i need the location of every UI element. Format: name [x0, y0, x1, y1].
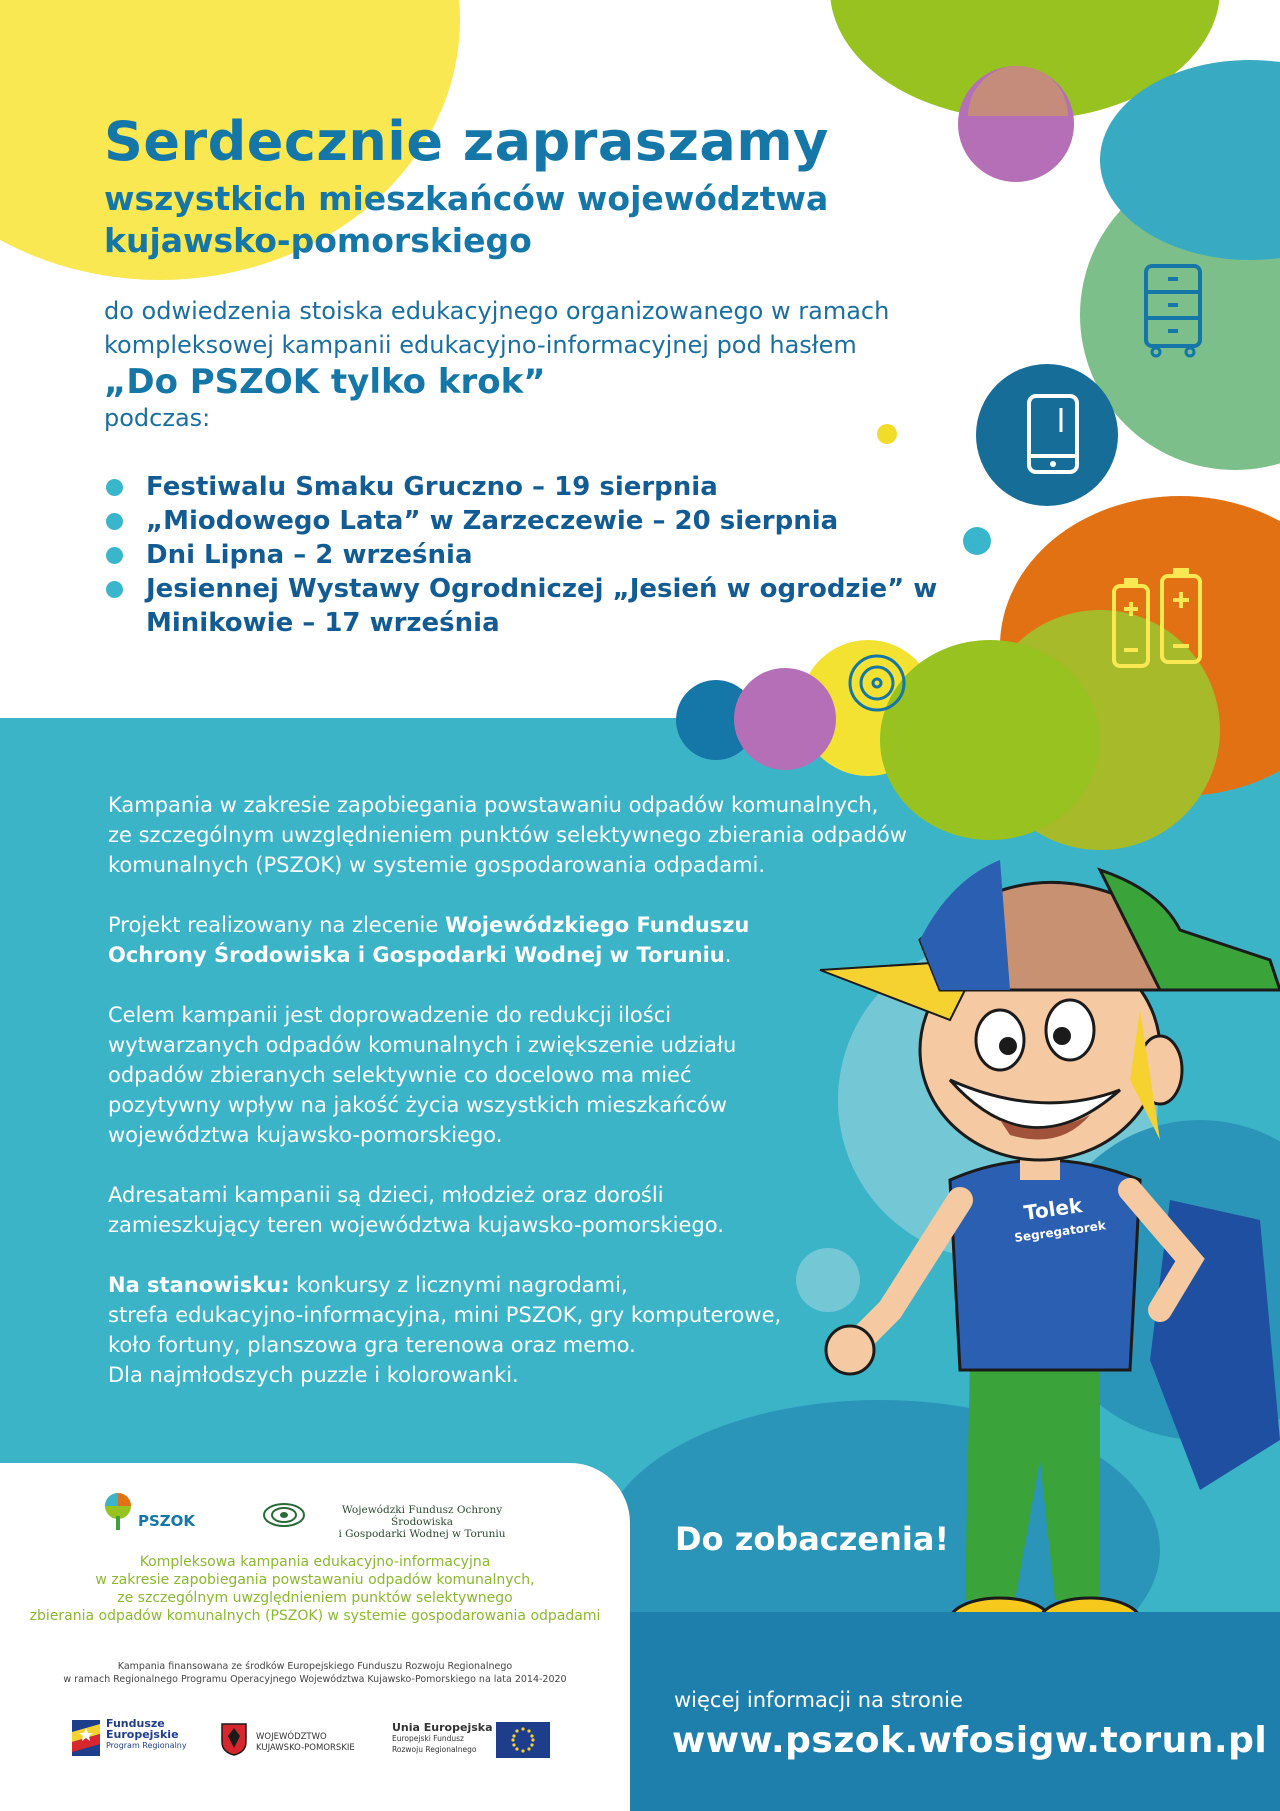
- page-title: Serdecznie zapraszamy: [104, 110, 829, 173]
- more-info-label: więcej informacji na stronie: [674, 1688, 963, 1712]
- farewell-heading: Do zobaczenia!: [675, 1520, 950, 1558]
- wfos-leaf-icon: [262, 1502, 306, 1528]
- wfos-line-2: i Gospodarki Wodnej w Toruniu: [338, 1528, 506, 1540]
- subtitle-line-2: kujawsko-pomorskiego: [104, 221, 532, 260]
- subtitle: [104, 178, 828, 262]
- small-yellow-dot: [877, 424, 897, 444]
- pszok-logo: [104, 1492, 204, 1532]
- bullet-icon: [106, 581, 123, 598]
- intro-line-2: kompleksowej kampanii edukacyjno-informacyjnej pod hasłem: [104, 331, 857, 359]
- phone-icon: [1025, 392, 1081, 478]
- wfos-line-1: Wojewódzki Fundusz Ochrony Środowiska: [341, 1504, 503, 1528]
- campaign-summary: Kompleksowa kampania edukacyjno-informacyjna w zakresie zapobiegania powstawaniu odpadów komunalnych, ze szczególnym uwzględnieniem punktów selektywnego zbierania odpadów komunalnych (PSZOK) w systemie gospodarowania odpadami: [29, 1554, 601, 1624]
- shirt-text-2: Segregatorek: [1013, 1218, 1107, 1245]
- intro-line-1: do odwiedzenia stoiska edukacyjnego organizowanego w ramach: [104, 297, 890, 325]
- events-list: [104, 470, 964, 640]
- paragraph-goal: Celem kampanii jest doprowadzenie do redukcji ilości wytwarzanych odpadów komunalnych i zwiększenie udziału odpadów zbieranych selektywnie co docelowo ma mieć pozytywny wpływ na jakość życia wszystkich mieszkańców województwa kujawsko-pomorskiego.: [108, 1003, 737, 1147]
- list-item: Festiwalu Smaku Gruczno – 19 sierpnia: [104, 470, 964, 504]
- list-item: Jesiennej Wystawy Ogrodniczej „Jesień w ogrodzie” w Minikowie – 17 września: [104, 572, 946, 640]
- intro-text: [104, 294, 964, 362]
- eu-flag-icon: [496, 1722, 550, 1758]
- paragraph-project: Projekt realizowany na zlecenie Wojewódzkiego Funduszu Ochrony Środowiska i Gospodarki Wodnej w Toruniu.: [108, 913, 750, 967]
- during-label: podczas:: [104, 404, 211, 432]
- subtitle-line-1: wszystkich mieszkańców województwa: [104, 179, 829, 218]
- mascot-illustration: [800, 840, 1280, 1690]
- paragraph-campaign: Kampania w zakresie zapobiegania powstawaniu odpadów komunalnych, ze szczególnym uwzględnieniem punktów selektywnego zbierania odpadów komunalnych (PSZOK) w systemie gospodarowania odpadami.: [108, 793, 907, 877]
- bullet-icon: [106, 547, 123, 564]
- wojewodztwo-logo: WOJEWÓDZTWO KUJAWSKO-POMORSKIE: [220, 1722, 370, 1762]
- list-item: „Miodowego Lata” w Zarzeczewie – 20 sierpnia: [104, 504, 964, 538]
- campaign-slogan: „Do PSZOK tylko krok”: [104, 362, 546, 402]
- battery-icon: [1110, 564, 1210, 670]
- funding-note: Kampania finansowana ze środków Europejskiego Funduszu Rozwoju Regionalnego w ramach Regionalnego Programu Operacyjnego Województwa Kujawsko-Pomorskiego na lata 2014-2020: [63, 1661, 567, 1685]
- cabinet-icon: [1140, 262, 1206, 358]
- unia-europejska-logo: Unia Europejska Europejski Fundusz Rozwoju Regionalnego: [392, 1722, 562, 1762]
- bullet-icon: [106, 513, 123, 530]
- paragraph-audience: Adresatami kampanii są dzieci, młodzież oraz dorośli zamieszkujący teren województwa kujawsko-pomorskiego.: [108, 1183, 724, 1237]
- wfos-logo: [262, 1502, 542, 1540]
- fundusze-europejskie-logo: Fundusze Europejskie Program Regionalny: [72, 1716, 202, 1762]
- small-teal-dot: [963, 527, 991, 555]
- bullet-icon: [106, 479, 123, 496]
- fe-star-icon: [72, 1720, 100, 1756]
- cd-disc-icon: [844, 650, 910, 716]
- pszok-tree-icon: [104, 1492, 134, 1532]
- pszok-logo-text: PSZOK: [138, 1512, 196, 1530]
- list-item: Dni Lipna – 2 września: [104, 538, 964, 572]
- shirt-text-1: Tolek: [1022, 1193, 1084, 1225]
- website-link[interactable]: www.pszok.wfosigw.torun.pl: [672, 1720, 1268, 1761]
- paragraph-stand: Na stanowisku: konkursy z licznymi nagrodami, strefa edukacyjno-informacyjna, mini PSZOK, gry komputerowe, koło fortuny, planszowa gra terenowa oraz memo. Dla najmłodszych puzzle i kolorowanki.: [108, 1273, 782, 1387]
- coat-of-arms-icon: [220, 1722, 248, 1756]
- purple-circle-mid: [734, 668, 836, 770]
